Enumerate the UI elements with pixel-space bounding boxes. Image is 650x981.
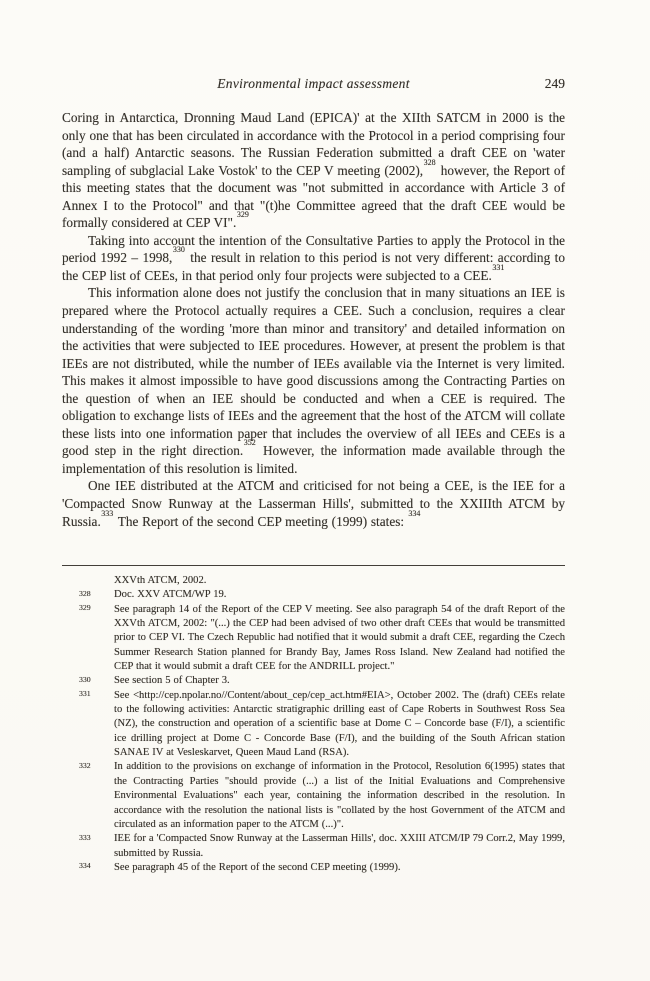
paragraph: Coring in Antarctica, Dronning Maud Land (EPICA)' at the XIIth SATCM in 2000 is the only one that has been circulated in accordance with the Protocol in a period comprising four (and a half) Antarctic seasons. The Russian Federation submitted a draft CEE on 'water sampling of subglacial Lake Vostok' to the CEP V meeting (2002),$^{328}$ however, the Report of this meeting states that the document was "not submitted in accordance with Article 3 of Annex I to the Protocol" and that "(t)he Committee agreed that the draft CEE would be formally considered at CEP VI".$^{329}$ [62, 110, 566, 231]
footnote-number: 334 [79, 861, 91, 871]
footnote [62, 574, 565, 588]
footnote-reference: 333 [101, 508, 114, 518]
footnote-reference: 331 [492, 263, 505, 272]
page-header [62, 76, 565, 94]
paragraph: One IEE distributed at the ATCM and criticised for not being a CEE, is the IEE for a 'Compacted Snow Runway at the Lasserman Hills', submitted to the XXIIIth ATCM by Russia.$^{333}$ The Report of the second CEP meeting (1999) states: $^{334}$ [62, 478, 565, 529]
footnote-reference: 329 [236, 210, 249, 220]
footnote-number: 329 [79, 603, 91, 613]
footnote-text: See section 5 of Chapter 3. [114, 675, 230, 687]
footnote-reference: 328 [423, 157, 436, 167]
footnotes-section [62, 574, 565, 875]
footnote [62, 603, 565, 675]
footnote-text: See <http://cep.npolar.no//Content/about_cep/cep_act.htm#EIA>, October 2002. The (draft) CEEs relate to the following activities: Antarctic stratigraphic drilling east of Cape Roberts in Southwest Ross Sea (NZ), the construction and operation of a scientific base at Dome C – Concorde base (F/I), a scientific ice drilling project at Dome C - Concorde Base (F/I), and the building of the South African station SANAE IV at Vesleskarvet, Queen Maud Land (RSA). [114, 689, 565, 759]
footnote-text: In addition to the provisions on exchange of information in the Protocol, Resolution 6(1995) states that the Contracting Parties "should provide (...) a list of the Initial Evaluations and Comprehensive Environmental Evaluations" each year, containing the information described in the resolution. In accordance with the resolution the national lists is "collated by the host Government of the ATCM and circulated as an information paper to the ATCM (...)". [114, 761, 565, 830]
footnote-reference: 352 [243, 438, 256, 448]
footnote-separator [62, 565, 565, 566]
body-text [62, 109, 565, 530]
paragraph: Taking into account the intention of the Consultative Parties to apply the Protocol in the period 1992 – 1998,$^{330}$ the result in relation to this period is not very different: according to the CEP list of CEEs, in that period only four projects were subjected to a CEE.$^{331}$ [62, 232, 565, 283]
paragraph: This information alone does not justify the conclusion that in many situations an IEE is prepared where the Protocol actually requires a CEE. Such a conclusion, requires a clear understanding of the wording 'more than minor and transitory' and detailed information on the activities that were subjected to IEE procedures. However, at present the problem is that IEEs are not distributed, while the number of IEEs available via the Internet is very limited. This makes it almost impossible to have good discussions among the Contracting Parties on the question of when an IEE should be conducted and when a CEE is required. The obligation to exchange lists of IEEs and the agreement that the host of the ATCM will collate these lists into one information paper that includes the overview of all IEEs and CEEs is a good step in the right direction.$^{352}$ However, the information made available through the implementation of this resolution is limited. [62, 285, 566, 476]
footnote-text: Doc. XXV ATCM/WP 19. [114, 589, 227, 601]
footnote [62, 689, 565, 761]
page-number: 249 [544, 76, 565, 91]
running-header-title: Environmental impact assessment [217, 76, 410, 91]
footnote-number: 328 [79, 588, 91, 598]
footnote-number: 333 [79, 832, 91, 842]
footnote [62, 760, 565, 832]
footnote-reference: 330 [172, 245, 185, 255]
footnote-number: 330 [79, 674, 91, 684]
footnote [62, 588, 565, 602]
footnote-text: XXVth ATCM, 2002. [114, 575, 207, 586]
footnote-number: 331 [79, 689, 91, 699]
footnote-number: 332 [79, 760, 91, 770]
footnote-text: See paragraph 45 of the Report of the second CEP meeting (1999). [114, 861, 401, 873]
footnote [62, 674, 565, 688]
footnote-reference: 334 [408, 508, 421, 518]
footnote [62, 832, 565, 861]
footnote-text: IEE for a 'Compacted Snow Runway at the Lasserman Hills', doc. XXIII ATCM/IP 79 Corr.2, May 1999, submitted by Russia. [114, 833, 565, 859]
footnote-text: See paragraph 14 of the Report of the CEP V meeting. See also paragraph 54 of the draft Report of the XXVth ATCM, 2002: "(...) the CEP had been advised of two other draft CEEs that would be transmitted prior to CEP VI. The Czech Republic had notified that it would submit a draft CEE, regarding the Czech Summer Research Station planned for Brandy Bay, James Ross Island. New Zealand had notified the CEP that it would submit a draft CEE for the ANDRILL project." [114, 603, 565, 673]
footnote [62, 861, 565, 875]
